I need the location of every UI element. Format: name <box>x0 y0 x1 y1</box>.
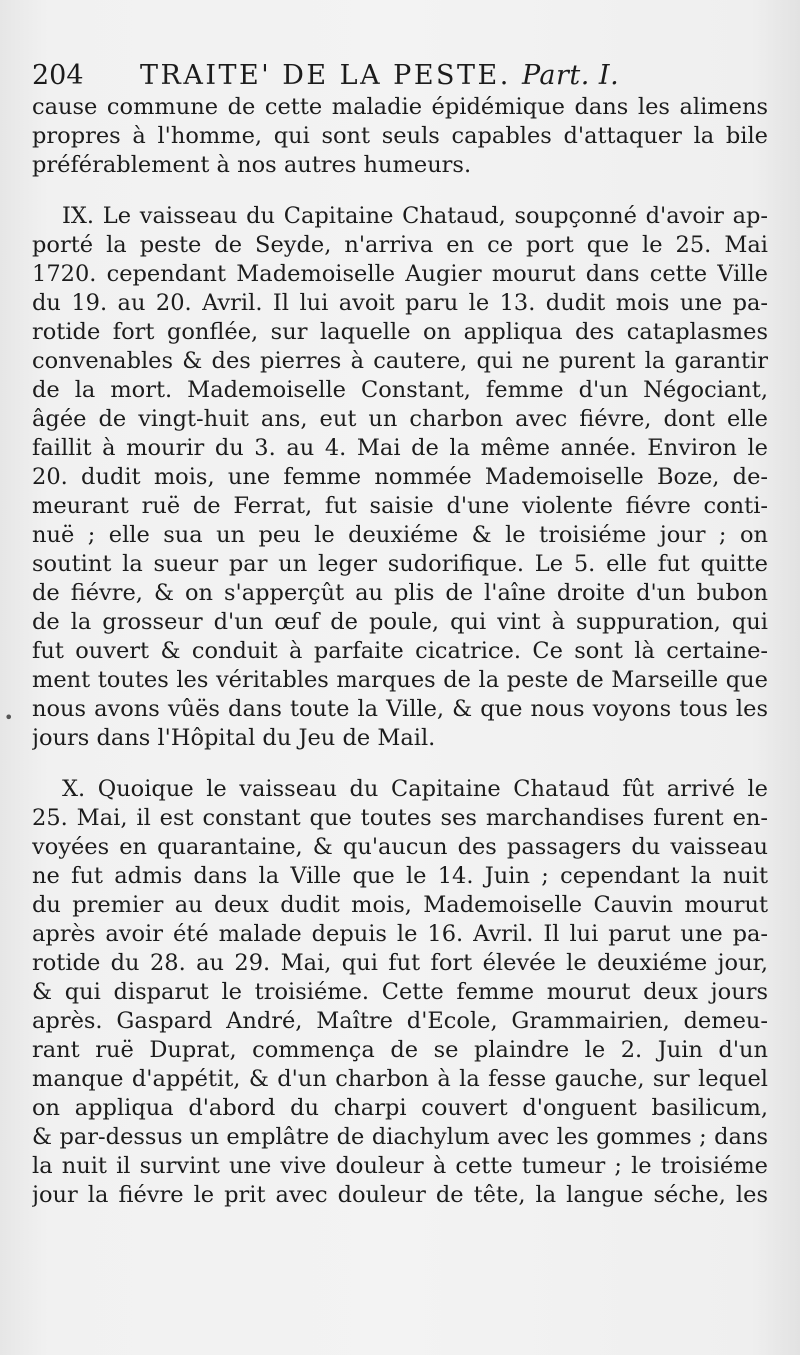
text-line: du premier au deux dudit mois, Mademoiselle Cauvin mourut <box>32 892 768 918</box>
page-header <box>30 58 770 94</box>
text-line: meurant ruë de Ferrat, fut saisie d'une violente fiévre conti- <box>32 493 768 519</box>
text-line: 20. dudit mois, une femme nommée Mademoiselle Boze, de- <box>32 464 768 490</box>
text-line: de la grosseur d'un œuf de poule, qui vint à suppuration, qui <box>32 609 768 635</box>
margin-dot: • <box>4 708 14 727</box>
text-line: rotide du 28. au 29. Mai, qui fut fort élevée le deuxiéme jour, <box>32 950 768 976</box>
text-line: âgée de vingt-huit ans, eut un charbon avec fiévre, dont elle <box>32 406 768 432</box>
text-line: manque d'appétit, & d'un charbon à la fesse gauche, sur lequel <box>32 1066 768 1092</box>
text-line: porté la peste de Seyde, n'arriva en ce port que le 25. Mai <box>32 232 768 258</box>
running-title-text: TRAITE' DE LA PESTE. <box>140 60 511 91</box>
body-text <box>32 93 768 1210</box>
text-line: 25. Mai, il est constant que toutes ses marchandises furent en- <box>32 805 768 831</box>
text-line: la nuit il survint une vive douleur à cette tumeur ; le troisiéme <box>32 1153 768 1179</box>
text-line: nous avons vûës dans toute la Ville, & que nous voyons tous les <box>32 696 768 722</box>
text-line: X. Quoique le vaisseau du Capitaine Chataud fût arrivé le <box>62 776 768 802</box>
part-label: Part. I. <box>521 60 620 91</box>
text-line: de la mort. Mademoiselle Constant, femme d'un Négociant, <box>32 377 768 403</box>
text-line: rant ruë Duprat, commença de se plaindre le 2. Juin d'un <box>32 1037 768 1063</box>
paragraph-intro-continued <box>32 93 768 180</box>
running-title <box>140 58 619 94</box>
text-line: IX. Le vaisseau du Capitaine Chataud, soupçonné d'avoir ap- <box>62 203 768 229</box>
text-line: cause commune de cette maladie épidémique dans les alimens <box>32 94 768 120</box>
text-line: jour la fiévre le prit avec douleur de tête, la langue séche, les <box>32 1182 768 1208</box>
paragraph-ix <box>32 202 768 753</box>
text-line: préférablement à nos autres humeurs. <box>32 152 472 178</box>
text-line: après avoir été malade depuis le 16. Avril. Il lui parut une pa- <box>32 921 768 947</box>
text-line: du 19. au 20. Avril. Il lui avoit paru le 13. dudit mois une pa- <box>32 290 768 316</box>
text-line: après. Gaspard André, Maître d'Ecole, Grammairien, demeu- <box>32 1008 768 1034</box>
text-line: soutint la sueur par un leger sudorifique. Le 5. elle fut quitte <box>32 551 768 577</box>
text-line: ment toutes les véritables marques de la peste de Marseille que <box>32 667 768 693</box>
text-line: faillit à mourir du 3. au 4. Mai de la même année. Environ le <box>32 435 768 461</box>
text-line: propres à l'homme, qui sont seuls capables d'attaquer la bile <box>32 123 768 149</box>
text-line: rotide fort gonflée, sur laquelle on appliqua des cataplasmes <box>32 319 768 345</box>
text-line: convenables & des pierres à cautere, qui ne purent la garantir <box>32 348 768 374</box>
text-line: ne fut admis dans la Ville que le 14. Juin ; cependant la nuit <box>32 863 768 889</box>
text-line: jours dans l'Hôpital du Jeu de Mail. <box>32 725 436 751</box>
page-number: 204 <box>32 60 84 91</box>
text-line: fut ouvert & conduit à parfaite cicatrice. Ce sont là certaine- <box>32 638 768 664</box>
text-line: & par-dessus un emplâtre de diachylum avec les gommes ; dans <box>32 1124 768 1150</box>
paragraph-x <box>32 775 768 1210</box>
text-line: 1720. cependant Mademoiselle Augier mourut dans cette Ville <box>32 261 768 287</box>
text-line: & qui disparut le troisiéme. Cette femme mourut deux jours <box>32 979 768 1005</box>
text-line: de fiévre, & on s'apperçût au plis de l'aîne droite d'un bubon <box>32 580 768 606</box>
text-line: on appliqua d'abord du charpi couvert d'onguent basilicum, <box>32 1095 768 1121</box>
text-line: nuë ; elle sua un peu le deuxiéme & le troisiéme jour ; on <box>32 522 768 548</box>
text-line: voyées en quarantaine, & qu'aucun des passagers du vaisseau <box>32 834 768 860</box>
